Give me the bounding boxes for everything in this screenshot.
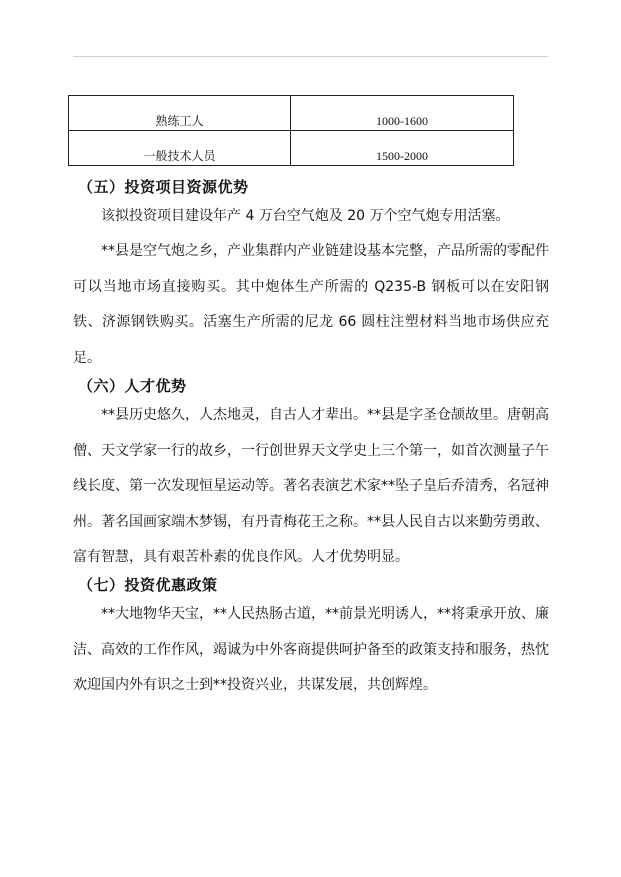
salary-table	[68, 95, 514, 166]
table-row	[69, 96, 514, 131]
paragraph: **县是空气炮之乡，产业集群内产业链建设基本完整，产品所需的零配件可以当地市场直接购买。其中炮体生产所需的 Q235-B 钢板可以在安阳钢铁、济源钢铁购买。活塞生产所需的尼龙 66 圆柱注塑材料当地市场供应充足。	[73, 243, 549, 366]
table-row	[69, 131, 514, 166]
paragraph: **大地物华天宝，**人民热肠古道，**前景光明诱人，**将秉承开放、廉洁、高效的工作作风，竭诚为中外客商提供呵护备至的政策支持和服务，热忱欢迎国内外有识之士到**投资兴业，共谋发展，共创辉煌。	[73, 606, 549, 693]
paragraph: 该拟投资项目建设年产 4 万台空气炮及 20 万个空气炮专用活塞。	[101, 208, 510, 224]
section-heading-policy: （七）投资优惠政策	[78, 576, 218, 594]
section-heading-talent: （六）人才优势	[78, 377, 187, 395]
paragraph: **县历史悠久，人杰地灵，自古人才辈出。**县是字圣仓颉故里。唐朝高僧、天文学家一行的故乡，一行创世界天文学史上三个第一，如首次测量子午线长度、第一次发现恒星运动等。著名表演艺术家**坠子皇后乔清秀，名冠神州。著名国画家端木梦锡，有丹青梅花王之称。**县人民自古以来勤劳勇敢、富有智慧，具有艰苦朴素的优良作风。人才优势明显。	[73, 407, 549, 565]
section-heading-resources: （五）投资项目资源优势	[78, 178, 249, 196]
position-cell: 熟练工人	[69, 96, 291, 131]
salary-range-cell: 1500-2000	[291, 131, 514, 166]
position-cell: 一般技术人员	[69, 131, 291, 166]
page-header-rule	[73, 56, 548, 57]
salary-range-cell: 1000-1600	[291, 96, 514, 131]
